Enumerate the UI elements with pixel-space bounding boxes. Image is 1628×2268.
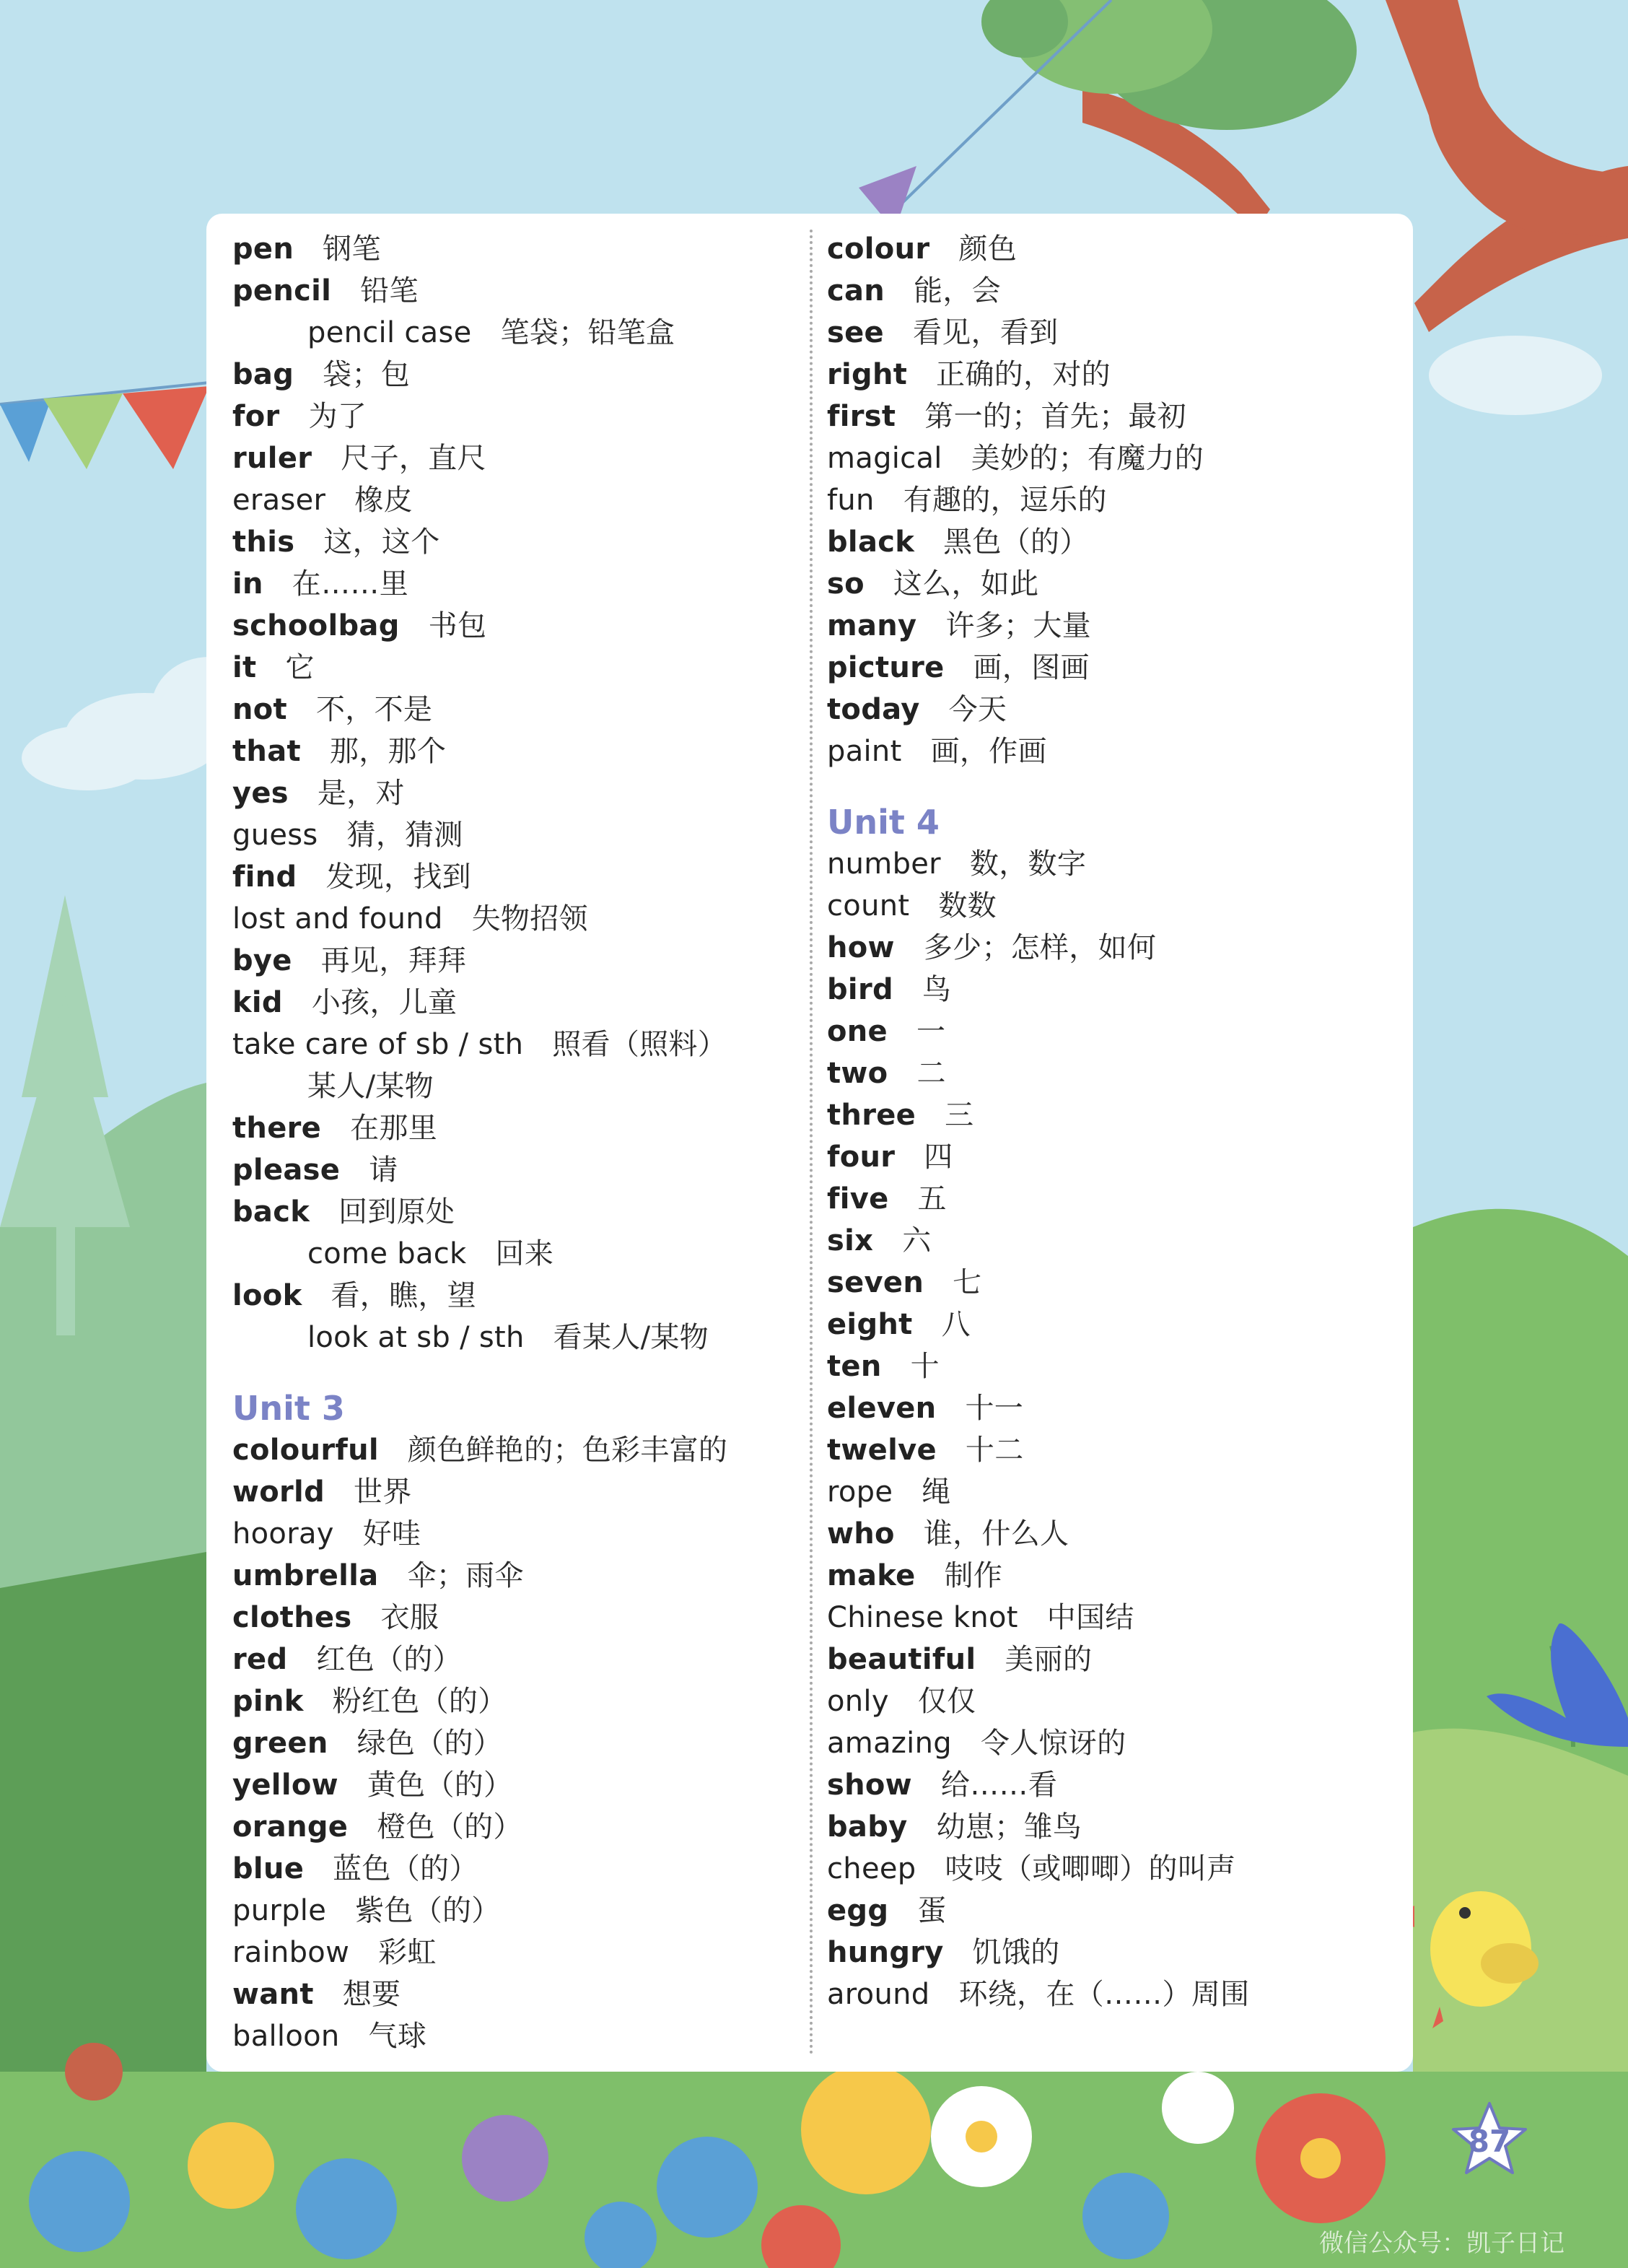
vocab-entry xyxy=(827,228,1397,270)
vocab-entry xyxy=(827,1429,1397,1471)
english-word: guess xyxy=(232,819,318,852)
chinese-meaning: 黑色（的） xyxy=(943,525,1089,559)
english-word: yellow xyxy=(232,1768,338,1802)
english-word: so xyxy=(827,567,865,601)
chinese-meaning: 美丽的 xyxy=(1005,1643,1093,1676)
english-word: cheep xyxy=(827,1852,916,1885)
right-column xyxy=(827,228,1397,2015)
section-spacer xyxy=(232,1358,795,1387)
vocab-entry xyxy=(232,940,795,982)
vocab-entry xyxy=(232,1429,795,1471)
english-word: egg xyxy=(827,1894,889,1927)
english-word: five xyxy=(827,1182,889,1216)
chinese-meaning: 吱吱（或唧唧）的叫声 xyxy=(945,1852,1236,1885)
chinese-meaning: 钢笔 xyxy=(323,232,381,266)
chinese-meaning: 回到原处 xyxy=(338,1195,455,1229)
chinese-meaning: 红色（的） xyxy=(316,1643,462,1676)
section-spacer xyxy=(827,772,1397,801)
vocab-entry xyxy=(827,1262,1397,1304)
vocab-entry xyxy=(827,479,1397,521)
chinese-meaning: 袋；包 xyxy=(323,358,411,391)
chinese-meaning: 想要 xyxy=(342,1978,401,2011)
english-word: bird xyxy=(827,973,893,1006)
vocab-entry xyxy=(827,1973,1397,2015)
english-word: back xyxy=(232,1195,310,1229)
chinese-meaning: 粉红色（的） xyxy=(332,1685,507,1718)
english-word: schoolbag xyxy=(232,609,400,642)
vocab-entry xyxy=(827,927,1397,969)
chinese-meaning: 气球 xyxy=(368,2020,427,2053)
english-word: rainbow xyxy=(232,1936,350,1969)
chinese-meaning: 画，作画 xyxy=(930,735,1047,768)
vocab-entry xyxy=(232,898,795,940)
chinese-meaning: 饥饿的 xyxy=(972,1936,1060,1969)
english-word: purple xyxy=(232,1894,327,1927)
vocab-entry xyxy=(232,1722,795,1764)
vocab-entry xyxy=(827,843,1397,885)
vocab-entry xyxy=(232,228,795,270)
english-word: see xyxy=(827,316,884,349)
chinese-meaning: 绳 xyxy=(922,1475,951,1509)
english-word: beautiful xyxy=(827,1643,976,1676)
vocab-entry xyxy=(827,354,1397,396)
vocab-entry xyxy=(827,1178,1397,1220)
chinese-meaning: 二 xyxy=(916,1057,946,1090)
chinese-meaning: 失物招领 xyxy=(471,902,588,935)
english-word: rope xyxy=(827,1475,893,1509)
chinese-meaning: 七 xyxy=(953,1266,982,1299)
english-word: twelve xyxy=(827,1434,937,1467)
vocab-entry xyxy=(827,1387,1397,1429)
chinese-meaning: 幼崽；雏鸟 xyxy=(936,1810,1082,1844)
english-word: blue xyxy=(232,1852,305,1885)
vocab-entry xyxy=(232,1597,795,1639)
chinese-meaning: 在那里 xyxy=(350,1112,437,1145)
chinese-meaning: 环绕，在（……）周围 xyxy=(958,1978,1250,2011)
english-word: one xyxy=(827,1015,888,1048)
vocab-entry xyxy=(827,1722,1397,1764)
chinese-meaning: 回来 xyxy=(495,1237,554,1270)
english-word: make xyxy=(827,1559,916,1592)
english-word: picture xyxy=(827,651,945,684)
chinese-meaning: 今天 xyxy=(948,693,1007,726)
chinese-meaning: 颜色 xyxy=(958,232,1017,266)
english-word: umbrella xyxy=(232,1559,379,1592)
english-word: who xyxy=(827,1517,895,1550)
vocab-entry xyxy=(827,1513,1397,1555)
vocab-entry xyxy=(827,1052,1397,1094)
chinese-meaning: 看，瞧，望 xyxy=(331,1279,476,1312)
page-number: 87 xyxy=(1468,2124,1511,2159)
vocab-entry xyxy=(232,479,795,521)
vocab-entry xyxy=(827,1345,1397,1387)
chinese-meaning: 令人惊讶的 xyxy=(980,1727,1126,1760)
english-word: kid xyxy=(232,986,283,1019)
vocab-entry xyxy=(232,1890,795,1932)
chinese-meaning: 看某人/某物 xyxy=(553,1321,709,1354)
chinese-meaning: 颜色鲜艳的；色彩丰富的 xyxy=(407,1434,728,1467)
english-word: pencil case xyxy=(307,316,472,349)
chinese-meaning: 照看（照料） xyxy=(552,1028,727,1061)
vocab-entry xyxy=(827,689,1397,730)
chinese-meaning: 好哇 xyxy=(362,1517,421,1550)
english-word: pink xyxy=(232,1685,304,1718)
vocab-entry xyxy=(827,1806,1397,1848)
vocab-entry xyxy=(232,1233,795,1275)
english-word: bye xyxy=(232,944,292,977)
english-word: pen xyxy=(232,232,294,266)
vocab-entry xyxy=(827,605,1397,647)
vocabulary-card xyxy=(206,214,1413,2072)
vocab-entry xyxy=(827,1597,1397,1639)
english-word: first xyxy=(827,400,896,433)
chinese-meaning: 十 xyxy=(910,1350,940,1383)
chinese-meaning: 正确的，对的 xyxy=(936,358,1111,391)
vocab-entry xyxy=(827,1220,1397,1262)
vocab-entry xyxy=(827,521,1397,563)
vocab-entry xyxy=(232,1149,795,1191)
chinese-meaning: 衣服 xyxy=(380,1601,439,1634)
english-word: hooray xyxy=(232,1517,334,1550)
english-word: come back xyxy=(307,1237,467,1270)
vocab-entry xyxy=(232,982,795,1024)
chinese-meaning: 第一的；首先；最初 xyxy=(924,400,1186,433)
english-word: six xyxy=(827,1224,874,1257)
chinese-meaning: 三 xyxy=(945,1099,974,1132)
vocab-entry xyxy=(232,2015,795,2057)
chinese-meaning: 蛋 xyxy=(917,1894,947,1927)
english-word: ruler xyxy=(232,442,312,475)
english-word: balloon xyxy=(232,2020,340,2053)
english-word: how xyxy=(827,931,895,964)
vocab-entry xyxy=(827,1011,1397,1052)
chinese-meaning: 不，不是 xyxy=(315,693,433,726)
english-word: number xyxy=(827,847,941,881)
chinese-meaning: 制作 xyxy=(944,1559,1003,1592)
vocab-entry xyxy=(232,1680,795,1722)
vocab-entry xyxy=(232,1973,795,2015)
english-word: yes xyxy=(232,777,289,810)
vocab-entry xyxy=(232,1932,795,1973)
chinese-meaning: 尺子，直尺 xyxy=(341,442,486,475)
vocab-entry xyxy=(232,396,795,437)
chinese-meaning: 彩虹 xyxy=(378,1936,437,1969)
chinese-meaning: 数，数字 xyxy=(969,847,1087,881)
vocab-entry xyxy=(827,1890,1397,1932)
chinese-meaning: 世界 xyxy=(354,1475,412,1509)
vocab-entry xyxy=(827,1680,1397,1722)
chinese-meaning: 这，这个 xyxy=(323,525,440,559)
english-word: eraser xyxy=(232,484,326,517)
english-word: that xyxy=(232,735,301,768)
chinese-meaning: 橡皮 xyxy=(354,484,413,517)
vocab-entry xyxy=(232,1191,795,1233)
vocab-entry xyxy=(827,1932,1397,1973)
english-word: ten xyxy=(827,1350,882,1383)
english-word: clothes xyxy=(232,1601,352,1634)
chinese-meaning: 发现，找到 xyxy=(325,860,471,894)
english-word: three xyxy=(827,1099,916,1132)
chinese-meaning: 六 xyxy=(902,1224,932,1257)
vocab-entry xyxy=(827,563,1397,605)
english-word: only xyxy=(827,1685,889,1718)
english-word: black xyxy=(827,525,915,559)
english-word: this xyxy=(232,525,295,559)
vocab-entry xyxy=(827,1136,1397,1178)
chinese-meaning: 这么，如此 xyxy=(893,567,1039,601)
english-word: orange xyxy=(232,1810,349,1844)
vocab-entry xyxy=(827,270,1397,312)
chinese-meaning: 小孩，儿童 xyxy=(311,986,458,1019)
chinese-meaning: 谁，什么人 xyxy=(923,1517,1069,1550)
chinese-meaning: 那，那个 xyxy=(329,735,447,768)
chinese-meaning: 是，对 xyxy=(317,777,405,810)
chinese-meaning: 某人/某物 xyxy=(307,1070,434,1103)
vocab-entry xyxy=(232,1555,795,1597)
chinese-meaning: 给……看 xyxy=(940,1768,1058,1802)
english-word: many xyxy=(827,609,917,642)
english-word: two xyxy=(827,1057,888,1090)
english-word: right xyxy=(827,358,908,391)
vocab-entry xyxy=(827,969,1397,1011)
chinese-meaning: 请 xyxy=(369,1153,398,1187)
english-word: not xyxy=(232,693,287,726)
english-word: it xyxy=(232,651,257,684)
chinese-meaning: 许多；大量 xyxy=(945,609,1091,642)
vocab-entry xyxy=(232,689,795,730)
chinese-meaning: 能，会 xyxy=(914,274,1001,308)
english-word: amazing xyxy=(827,1727,952,1760)
unit-heading: Unit 3 xyxy=(232,1389,345,1428)
column-divider xyxy=(810,230,813,2056)
vocab-entry xyxy=(232,437,795,479)
english-word: in xyxy=(232,567,263,601)
vocab-entry xyxy=(232,1107,795,1149)
vocab-entry xyxy=(827,1094,1397,1136)
vocab-entry xyxy=(827,647,1397,689)
chinese-meaning: 笔袋；铅笔盒 xyxy=(500,316,675,349)
english-word: fun xyxy=(827,484,875,517)
vocab-entry xyxy=(827,312,1397,354)
chinese-meaning: 铅笔 xyxy=(360,274,419,308)
english-word: around xyxy=(827,1978,930,2011)
chinese-meaning: 猜，猜测 xyxy=(346,819,463,852)
english-word: look xyxy=(232,1279,302,1312)
chinese-meaning: 中国结 xyxy=(1046,1601,1134,1634)
chinese-meaning: 仅仅 xyxy=(917,1685,976,1718)
chinese-meaning: 绿色（的） xyxy=(356,1727,503,1760)
vocab-entry xyxy=(232,354,795,396)
chinese-meaning: 黄色（的） xyxy=(367,1768,513,1802)
vocab-entry xyxy=(232,730,795,772)
english-word: hungry xyxy=(827,1936,944,1969)
chinese-meaning: 五 xyxy=(917,1182,947,1216)
chinese-meaning: 看见，看到 xyxy=(912,316,1059,349)
english-word: bag xyxy=(232,358,294,391)
english-word: can xyxy=(827,274,885,308)
chinese-meaning: 书包 xyxy=(428,609,487,642)
vocab-entry xyxy=(232,1639,795,1680)
english-word: take care of sb / sth xyxy=(232,1028,524,1061)
vocab-entry xyxy=(232,772,795,814)
vocab-entry xyxy=(827,885,1397,927)
english-word: today xyxy=(827,693,920,726)
english-word: show xyxy=(827,1768,912,1802)
chinese-meaning: 有趣的，逗乐的 xyxy=(903,484,1107,517)
vocab-entry xyxy=(827,730,1397,772)
vocab-entry xyxy=(232,1024,795,1065)
chinese-meaning: 它 xyxy=(285,651,315,684)
english-word: green xyxy=(232,1727,328,1760)
vocab-entry xyxy=(827,396,1397,437)
chinese-meaning: 紫色（的） xyxy=(355,1894,501,1927)
english-word: look at sb / sth xyxy=(307,1321,525,1354)
english-word: world xyxy=(232,1475,325,1509)
english-word: count xyxy=(827,889,910,923)
english-word: colour xyxy=(827,232,930,266)
chinese-meaning: 再见，拜拜 xyxy=(320,944,467,977)
english-word: pencil xyxy=(232,274,332,308)
vocab-entry xyxy=(232,1848,795,1890)
chinese-meaning: 橙色（的） xyxy=(377,1810,522,1844)
english-word: red xyxy=(232,1643,288,1676)
chinese-meaning: 画，图画 xyxy=(973,651,1090,684)
chinese-meaning: 在……里 xyxy=(292,567,408,601)
chinese-meaning: 伞；雨伞 xyxy=(407,1559,524,1592)
vocab-entry xyxy=(827,1764,1397,1806)
chinese-meaning: 十一 xyxy=(965,1392,1024,1425)
vocab-entry xyxy=(827,1639,1397,1680)
chinese-meaning: 四 xyxy=(924,1140,953,1174)
english-word: magical xyxy=(827,442,942,475)
vocab-entry xyxy=(232,1275,795,1317)
english-word: want xyxy=(232,1978,314,2011)
english-word: for xyxy=(232,400,280,433)
english-word: there xyxy=(232,1112,322,1145)
vocab-entry xyxy=(232,1317,795,1358)
english-word: Chinese knot xyxy=(827,1601,1018,1634)
vocab-entry xyxy=(232,1513,795,1555)
unit-heading: Unit 4 xyxy=(827,803,940,842)
vocab-entry xyxy=(232,312,795,354)
vocab-entry xyxy=(232,1806,795,1848)
english-word: lost and found xyxy=(232,902,443,935)
english-word: four xyxy=(827,1140,896,1174)
chinese-meaning: 美妙的；有魔力的 xyxy=(971,442,1204,475)
english-word: please xyxy=(232,1153,341,1187)
vocab-entry xyxy=(827,437,1397,479)
vocab-entry xyxy=(827,1471,1397,1513)
chinese-meaning: 为了 xyxy=(308,400,367,433)
english-word: eleven xyxy=(827,1392,937,1425)
vocab-entry xyxy=(827,1555,1397,1597)
chinese-meaning: 蓝色（的） xyxy=(333,1852,478,1885)
vocab-entry xyxy=(827,1304,1397,1345)
vocab-entry xyxy=(232,521,795,563)
vocab-entry xyxy=(232,1764,795,1806)
chinese-meaning: 数数 xyxy=(938,889,997,923)
english-word: seven xyxy=(827,1266,924,1299)
vocab-entry xyxy=(232,270,795,312)
chinese-meaning: 十二 xyxy=(965,1434,1024,1467)
vocab-entry xyxy=(232,647,795,689)
chinese-meaning: 八 xyxy=(941,1308,971,1341)
vocab-entry xyxy=(827,1848,1397,1890)
vocab-entry xyxy=(232,563,795,605)
english-word: find xyxy=(232,860,297,894)
vocab-entry xyxy=(232,856,795,898)
watermark: 微信公众号：凯子日记 xyxy=(1319,2229,1564,2258)
chinese-meaning: 鸟 xyxy=(922,973,952,1006)
vocab-entry xyxy=(232,605,795,647)
vocab-entry xyxy=(232,1065,795,1107)
chinese-meaning: 一 xyxy=(916,1015,946,1048)
vocab-entry xyxy=(232,1471,795,1513)
chinese-meaning: 多少；怎样，如何 xyxy=(923,931,1157,964)
english-word: colourful xyxy=(232,1434,379,1467)
english-word: eight xyxy=(827,1308,913,1341)
vocab-entry xyxy=(232,814,795,856)
english-word: paint xyxy=(827,735,902,768)
english-word: baby xyxy=(827,1810,908,1844)
left-column xyxy=(232,228,795,2057)
